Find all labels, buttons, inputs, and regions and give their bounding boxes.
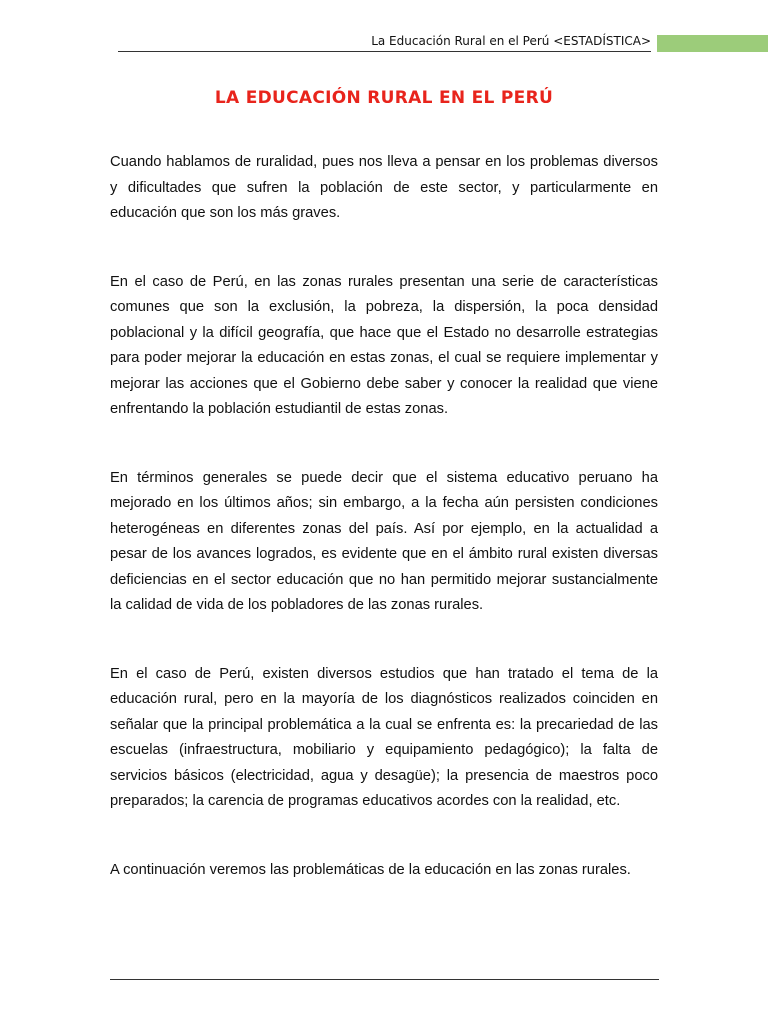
document-title: LA EDUCACIÓN RURAL EN EL PERÚ [214,88,554,108]
document-body [110,150,658,926]
running-header: La Educación Rural en el Perú <ESTADÍSTICA> [371,34,651,48]
paragraph-1: Cuando hablamos de ruralidad, pues nos lleva a pensar en los problemas diversos y dificultades que sufren la población de este sector, y particularmente en educación que son los más graves. [110,154,658,221]
paragraph-2: En el caso de Perú, en las zonas rurales presentan una serie de características comunes que son la exclusión, la pobreza, la dispersión, la poca densidad poblacional y la difícil geografía, que hace que el Estado no desarrolle estrategias para poder mejorar la educación en estas zonas, el cual se requiere implementar y mejorar las acciones que el Gobierno debe saber y conocer la realidad que viene enfrentando la población estudiantil de estas zonas. [110,273,658,417]
paragraph-3: En términos generales se puede decir que el sistema educativo peruano ha mejorado en los últimos años; sin embargo, a la fecha aún persisten condiciones heterogéneas en diferentes zonas del país. Así por ejemplo, en la actualidad a pesar de los avances logrados, es evidente que en el ámbito rural existen diversas deficiencias en el sector educación que no han permitido mejorar sustancialmente la calidad de vida de los pobladores de las zonas rurales. [110,469,658,613]
footer-rule [110,979,659,980]
header-rule [118,51,651,52]
header-accent-bar [657,35,768,52]
paragraph-4: En el caso de Perú, existen diversos estudios que han tratado el tema de la educación rural, pero en la mayoría de los diagnósticos realizados coinciden en señalar que la principal problemática a la cual se enfrenta es: la precariedad de las escuelas (infraestructura, mobiliario y equipamiento pedagógico); la falta de servicios básicos (electricidad, agua y desagüe); la presencia de maestros poco preparados; la carencia de programas educativos acordes con la realidad, etc. [110,665,658,809]
paragraph-5: A continuación veremos las problemáticas de la educación en las zonas rurales. [110,861,631,878]
